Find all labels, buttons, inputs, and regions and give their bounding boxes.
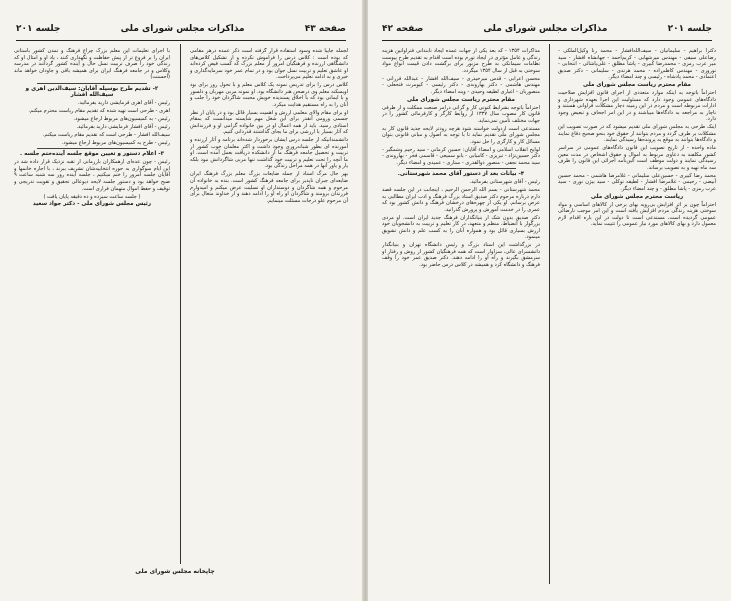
session-end-note: ( جلسه ساعت سیزده و ده دقیقه پایان یافت ): [43, 193, 141, 200]
right-session-label: جلسه ۲۰۱: [667, 24, 712, 34]
column-rule: [180, 44, 181, 564]
section-heading: مقام محترم ریاست مجلس شورای ملی: [583, 82, 691, 89]
paragraph: لوایح انقلاب اسلامی و امضاء آقایان: حسین کرمانی - سید رحیم وشمگیر - دکتر حسین‌نژاد - تبریزی - کامیابی - بانو سمیعی - قاسمی فخر - بهاروندی - سید محمد نجفی - منصور ذوالقدری - ستاری - عمیدی و امضاء دیگر.: [382, 146, 540, 166]
paragraph: احتراماً چون بر اثر افزایش بی‌رویه بهای برخی از کالاهای اساسی و مواد سوختی هزینه زندگی مردم افزایش یافته است و این امر موجب نارضائی عمومی گردیده است، مستدعی است تا دولت در این باره اقدام لازم معمول دارد و بهای کالاهای مورد نیاز عمومی را تثبیت نماید.: [558, 201, 716, 228]
section-heading: ۳- اعلام دستور و تعیین موقع جلسه آینده‌ختم جلسه .: [20, 151, 164, 158]
paragraph: رئیس - طرح به کمیسیون‌های مربوط ارجاع میشود.: [61, 139, 170, 146]
left-running-title: مذاکرات مجلس شورای ملی: [120, 24, 245, 34]
paragraph: محسن اعرابی - قدس میرحیدری - سیف‌الله افشار - عبدالله فرزانی - مهندس هاشمی - دکتر بهاروندی - دکتر رئیسی - کیومرث فتحعلی - منصوریان - اعیاری لطیفه وحیدی - وینه امضاء دیگر.: [382, 75, 540, 95]
paragraph: لجمله جایبا شده وسود استفاده قرار گرفته است ذکر عمده درهر مقامی که بوده است : کلاس درس را فراموش نکرده و از تشکیل کلاس‌های دانشگاهی ارزنده و فرهنگیان امروز از معلم بزرگ که کسب فیض کرده‌اند او عاشق تعلیم و تربیت نسل جوان بود و در تمام عمر خود سرمایه‌گذاری و خیری و به ادامه تعلیم می‌پرداخت.: [190, 48, 348, 81]
divider: [37, 148, 146, 149]
paragraph: احتراماً باتوجه به اینکه موارد متعددی از اجرای قانون افزایش صلاحیت دادگاه‌های عمومی وجود دارد که مسئولیت این اجرا بعهده شهرداری و ادارات مربوطه است و مردم در این زمینه دچار مشکلات فراوانی هستند و ناچار به مراجعه به دادگاه‌ها میباشند و در این امر اجحاف و تبعیض وجود دارد.: [558, 90, 716, 123]
paragraph: احتراماً باتوجه بشرایط کنونی کار و گرانی درامر صنعت ممکلت و از طرفی قانون کار مصوب سال ۱۳۳۷ از روابط کارگر و کارفرمائی کشور را در جهات مختلف تأمین نمی‌نماید.: [382, 104, 540, 124]
paragraph: مستدعی است ازدولت خواسته شود هرچه زودتر لایحه جدید قانون کار به مجلس شورای ملی تقدیم نماید تا با توجه به اصول و مبانی قانونی بتوان مسائل کار و کارگری را حل نمود.: [382, 125, 540, 145]
paragraph: رئیس - آقای اهری فرمایشی دارید بفرمائید.: [77, 100, 170, 107]
paragraph: اهری - طرحی است تهیه شده که تقدیم مقام ریاست محترم میکنم.: [28, 108, 170, 115]
section-heading: ۲- تقدیم طرح بوسیله آقایان: سیف‌الدین اهری و سیف‌الله افشار: [25, 85, 159, 99]
left-col-outer: [14, 48, 170, 538]
paragraph: دکترا براهیم - سلیمانیان - سیف‌الله‌افشار - محمد رنا وکیل‌الملکی - رضاعلی سیفی - مهندس میرشهابی - کریم‌احمد - جهانشاه افشار - سید میر عرب رمزی - محمدرضا کبیری - پاشا مطلق - علی‌پاشائی - انتخابی - نوروزی - مهندس کاظم‌زاده - محمد هرندی - سلیمانی - دکتر صدیق اعتمادی - محمد پادشاه - رئیسی و چند امضاء دیگر.: [558, 48, 716, 81]
paragraph: رئیس - چون عده‌ای ازهمکاران بارزمانی از تقبه نزدیک قرار داده شد در این ایام سوگواری به حوزه انتخابیه‌شان تشریف ببرند ، با اجازه خانمها و آقایان جلسه امروز را ختم میکنیم ، جلسه آینده روز سه شنبه ساعت ۹ صبح خواهد بود و دستور جلسه لایحه دیوعالی تحقیق و تقویت تدریجی و توقیف و حفظ اموال متهمان فراری است.: [14, 159, 170, 192]
divider: [406, 168, 517, 169]
paragraph: دکتر صدیق بدون شک از بنیانگذاران فرهنگ جدید ایران است. او مردی بزرگوار با انضباط، منظم و متعهد، در کار تعلیم و تربیت به دانشجویان خود ارزش بسیاری قائل بود و همواره آنان را به کسب علم و دانش تشویق مینمود.: [382, 214, 540, 241]
paragraph: اینک طرحی به مجلس شورای ملی تقدیم میشود که در صورت تصویب این مشکلات بر طرف گردد و مردم بتوانند از حقوق خود بنحو صحیح دفاع نمایند و دادگاه‌ها بتوانند به موقع به پرونده‌ها رسیدگی نمایند.: [558, 124, 716, 144]
right-page-number: صفحه ۴۲: [382, 24, 424, 34]
paragraph: او برای مقام والای معلمی ارزش و اهمیت بسیار قائل بود و در پایان از نظر جسمی ورومی آنقدر برای این شغل مهم شایسته میدانست که بمقام استادی رسید. باید از همه اعمال او در بین خانواده گرامی او و فرزندانش که آثار بسیار با ارزشی برای ما بجای گذاشتند قدردانی کنیم.: [190, 109, 348, 136]
section-heading: ۴- بیانات بعد از دستور آقای محمد شهرستانی.: [397, 171, 525, 178]
paragraph: در بزرگداشت این استاد بزرگ و رئیس دانشگاه تهران و بنیانگذار دانشسرای عالی، سزاوار است که همه فرهنگیان کشور از روش و رفتار او سرمشق بگیرند و راه او را ادامه دهند. دکتر صدیق عمر خود را وقف فرهنگ و دانشگاه کرد و همیشه در کلاس درس حاضر بود.: [382, 242, 540, 268]
right-page: [368, 0, 731, 601]
paragraph: با اجرای تعلیمات این معلم بزرگ چراغ فرهنگ و تمدن کشور باستانی ایران را بر فروغ تر از پیش حفاظت و نگهداری کنند ، یاد او و امثال او که زندگی خود را صرف تربیت نسل حال و آینده کشور گردانند در مدرسه وکلاس و در جامعه فرهنگ ایران برای همیشه باقی و جاودان خواهد ماند (احسنت): [14, 48, 170, 81]
right-col-inner: [382, 48, 540, 568]
section-heading: مقام محترم ریاست مجلس شورای ملی: [407, 96, 515, 103]
paragraph: کلاس درس را برای تدریس نمونه یک کلاس معلم و با تحول روز برای بود اویسکنه معلم وی درصحن هنر دانشگاه بود. او نمونه مربی مهربان و دلسوز و با ایمانی بود که با اخلاق پسندیده خویش محبت شاگردان خود را جلب و آنان را به راه مستقیم هدایت میکرد.: [190, 82, 348, 108]
section-heading: ریاست محترم مجلس شورای ملی: [590, 193, 684, 200]
divider: [37, 83, 146, 84]
left-session-label: جلسه ۲۰۱: [16, 24, 61, 34]
right-page-header: [382, 22, 712, 36]
left-header-rule: [16, 40, 346, 41]
paragraph: رئیس - آقای افشار فرمایشی دارید بفرمائید.: [76, 124, 170, 131]
paragraph: ماده واحده - از تاریخ تصویب این قانون دادگاه‌های عمومی در سراسر کشور مکلفند به دعاوی مربوط به اموال و حقوق اشخاص در مدت معین رسیدگی نمایند و دولت موظف است آئین‌نامه اجرائی این قانون را ظرف سه ماه تهیه و به تصویب برساند.: [558, 145, 716, 171]
right-header-rule: [382, 40, 712, 41]
paragraph: مذاکرات ۱۳۵۴ - که بعد یکی از جهات عمده ایجاد تابندانی فنراوانین هزینه زندگی و عامل مؤثری در ایجاد تورم بوده است اقدام به تقدیم طرح پیوست نظامات سیمانکی به طرح مزبور برای برگشت دادن قیمت انواع مواد سوختی به قبل از سال ۱۳۵۴ میگردد.: [382, 48, 540, 74]
left-page-number: صفحه ۴۳: [304, 24, 346, 34]
column-rule: [549, 44, 550, 584]
right-col-outer: [558, 48, 716, 568]
left-page-header: [16, 22, 346, 36]
right-running-title: مذاکرات مجلس شورای ملی: [483, 24, 608, 34]
left-col-inner: [190, 48, 348, 538]
paragraph: رئیس - آقای شهرستانی بفرمائید.: [469, 179, 540, 186]
paragraph: سیف‌الله افشار - طرحی است که تقدیم مقام ریاست میکنم.: [42, 131, 170, 138]
signature-line: رئیس مجلس شورای ملی - دکتر جواد سعید: [32, 201, 152, 208]
paragraph: رئیس - به کمیسیون‌های مربوط ارجاع میشود.: [73, 116, 170, 123]
left-page: [0, 0, 363, 601]
printer-stamp: چاپخانه مجلس شورای ملی: [135, 568, 215, 575]
paragraph: بهر حال مرگ استاد از جمله ضایعات بزرگ معلم بزرگ فرهنگ ایران ضایعه‌ای جبران ناپذیر برای جامعه فرهنگ کشور است. بنده به خانواده آن مرحوم و همه شاگردان و دوستداران او تسلیت عرض میکنم و امیدوارم فرزندان برومند و شاگردان او راه او را ادامه دهند و از خداوند متعال برای آن مرحوم علو درجات مسئلت مینمایم.: [190, 171, 348, 204]
paragraph: محمد شهرستانی - بسم الله الرحمن الرحیم ، اینجانب در این جلسه قصد دارم درباره مرحوم دکتر صدیق استاد بزرگ فرهنگ و ادب ایران مطالبی به عرض برسانم. او یکی از چهره‌های درخشان فرهنگ و دانش کشور بود که عمری را در خدمت آموزش و پرورش گذرانید.: [382, 187, 540, 213]
paragraph: محمد رضا کبیری - حسین‌علی سلیمانی - غلامرضا هاشمی - محمد حسین آبیضی - رحیمی - غلامرضا افشار - لطیفه توکلی - سید بیژن نوری - سید عرب رمزی - پاشا مطلق - و چند امضاء دیگر.: [558, 172, 716, 192]
paragraph: دانشمندانیکه از جلسه درس ایشان برخوردار شده‌اند برنامه و آثار ارزنده و آموزنده ای بطور شبانه‌روزی وجود داشت و اکثر معلمان خوب کشور از تربیت و تحصیل جامعه فرهنگ ما از دانشکده دریافت بعمل آمده است. او ما آنچه را تحت تعلیم و تربیت خود گذاشت تنها مربی شاگردانش نبود بلکه یار و یاور آنها در همه مراحل زندگی بود.: [190, 137, 348, 170]
